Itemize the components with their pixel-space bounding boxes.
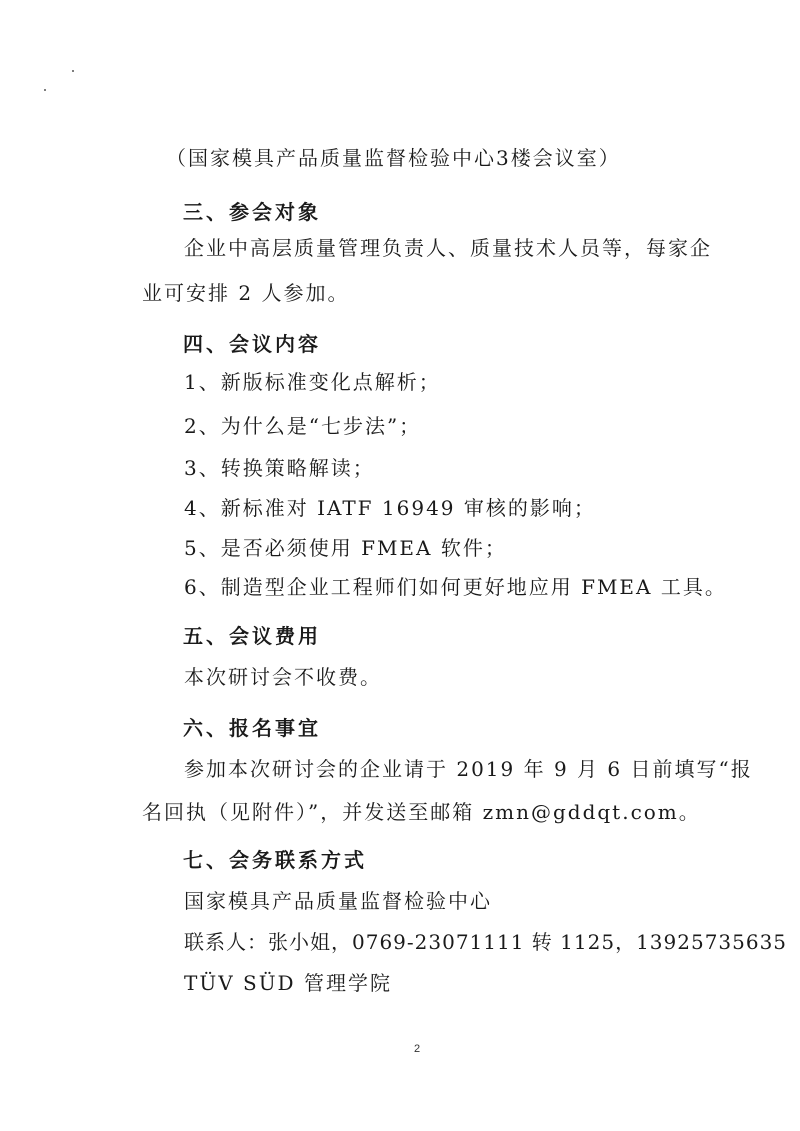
- section-heading-fees: 五、会议费用: [183, 624, 321, 648]
- list-item: 1、新版标准变化点解析；: [184, 370, 441, 394]
- list-item: 5、是否必须使用 FMEA 软件；: [184, 536, 507, 560]
- contact-academy: TÜV SÜD 管理学院: [184, 971, 392, 995]
- scan-speck: [44, 89, 46, 91]
- list-item: 4、新标准对 IATF 16949 审核的影响；: [184, 496, 596, 520]
- paragraph-line: 名回执（见附件）”，并发送至邮箱 zmn@gddqt.com。: [142, 800, 701, 824]
- venue-note: （国家模具产品质量监督检验中心3楼会议室）: [166, 146, 621, 170]
- section-heading-attendees: 三、参会对象: [183, 200, 321, 224]
- section-heading-registration: 六、报名事宜: [183, 716, 321, 740]
- section-heading-contact: 七、会务联系方式: [183, 848, 367, 872]
- page-number: 2: [414, 1043, 421, 1055]
- list-item: 2、为什么是“七步法”；: [184, 414, 422, 438]
- paragraph-line: 本次研讨会不收费。: [184, 665, 382, 689]
- contact-person: 联系人：张小姐，0769-23071111 转 1125，13925735635: [184, 930, 788, 954]
- scan-speck: [72, 70, 74, 72]
- paragraph-line: 参加本次研讨会的企业请于 2019 年 9 月 6 日前填写“报: [184, 757, 753, 781]
- contact-organization: 国家模具产品质量监督检验中心: [184, 889, 492, 913]
- list-item: 6、制造型企业工程师们如何更好地应用 FMEA 工具。: [184, 575, 727, 599]
- paragraph-line: 业可安排 2 人参加。: [142, 281, 350, 305]
- list-item: 3、转换策略解读；: [184, 456, 375, 480]
- section-heading-content: 四、会议内容: [183, 332, 321, 356]
- paragraph-line: 企业中高层质量管理负责人、质量技术人员等，每家企: [184, 236, 712, 260]
